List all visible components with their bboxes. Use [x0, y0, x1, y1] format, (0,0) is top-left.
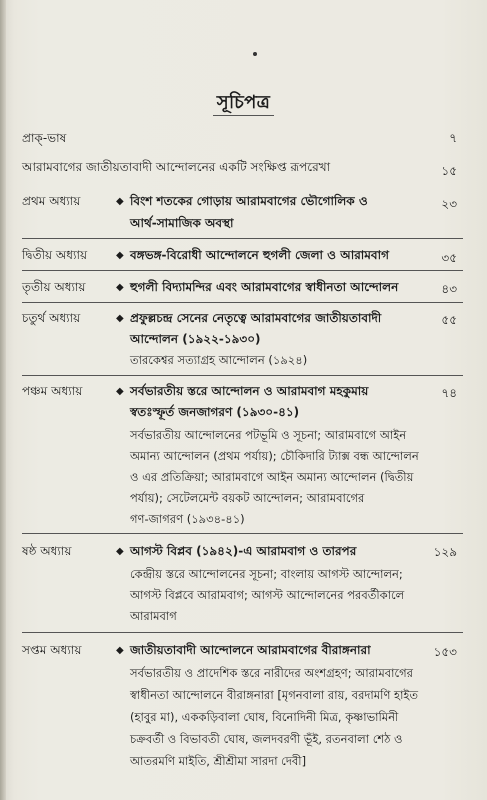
chapter-title: স্বতঃস্ফূর্ত জনজাগরণ (১৯৩০-৪১)	[130, 405, 300, 419]
chapter-title: প্রফুল্লচন্দ্র সেনের নেতৃত্বে আরামবাগের জাতীয়তাবাদী	[130, 311, 382, 325]
toc-page-number: ১৫৩	[433, 645, 457, 659]
diamond-bullet-icon: ◆	[116, 250, 124, 261]
diamond-bullet-icon: ◆	[116, 546, 124, 557]
toc-page-number: ৭৪	[441, 386, 457, 400]
chapter-subtopic: সর্বভারতীয় আন্দোলনের পটভূমি ও সূচনা; আরামবাগে আইন	[130, 428, 407, 442]
toc-page-number: ৪৩	[441, 282, 457, 296]
chapter-title: সর্বভারতীয় স্তরে আন্দোলন ও আরামবাগ মহকুমায়	[130, 384, 369, 398]
diamond-bullet-icon: ◆	[116, 282, 124, 293]
divider	[22, 375, 463, 376]
divider	[22, 302, 463, 303]
chapter-subtopic: পর্যায়); সেটেলমেন্ট বয়কট আন্দোলন; আরামবাগের	[130, 491, 365, 505]
divider	[22, 632, 463, 633]
toc-page-number: ২৩	[441, 197, 457, 211]
chapter-subtopic: সর্বভারতীয় ও প্রাদেশিক স্তরে নারীদের অংশগ্রহণ; আরামবাগের	[130, 666, 413, 680]
toc-page-number: ১২৯	[433, 545, 457, 559]
chapter-subtopic: আরামবাগ	[130, 609, 177, 623]
chapter-subtopic: গণ-জাগরণ (১৯৩৪-৪১)	[130, 512, 245, 526]
toc-label: প্রাক্-ভাষ	[22, 131, 67, 145]
divider	[22, 238, 463, 239]
chapter-subtopic: ও এর প্রতিক্রিয়া; আরামবাগে আইন অমান্য আন্দোলন (দ্বিতীয়	[130, 470, 414, 484]
chapter-label: সপ্তম অধ্যায়	[22, 643, 82, 657]
diamond-bullet-icon: ◆	[116, 386, 124, 397]
chapter-subtopic: অমান্য আন্দোলন (প্রথম পর্যায়); চৌকিদারি ট্যাক্স বন্ধ আন্দোলন	[130, 449, 419, 463]
page-title: সূচিপত্র	[0, 88, 487, 119]
chapter-subtopic: (হাবুর মা), এককড়িবালা ঘোষ, বিনোদিনী মিত্র, কৃষ্ণাভামিনী	[130, 710, 399, 724]
chapter-label: তৃতীয় অধ্যায়	[22, 280, 86, 294]
chapter-label: চতুর্থ অধ্যায়	[22, 311, 81, 325]
chapter-title: বঙ্গভঙ্গ-বিরোধী আন্দোলনে হুগলী জেলা ও আরামবাগ	[130, 248, 389, 262]
chapter-title: জাতীয়তাবাদী আন্দোলনে আরামবাগের বীরাঙ্গনারা	[130, 643, 371, 657]
diamond-bullet-icon: ◆	[116, 645, 124, 656]
chapter-subtopic: তারকেশ্বর সত্যাগ্রহ আন্দোলন (১৯২৪)	[130, 353, 308, 367]
chapter-title: বিংশ শতকের গোড়ায় আরামবাগের ভৌগোলিক ও	[130, 194, 368, 208]
toc-label: আরামবাগের জাতীয়তাবাদী আন্দোলনের একটি সংক্ষিপ্ত রূপরেখা	[22, 160, 331, 174]
diamond-bullet-icon: ◆	[116, 196, 124, 207]
chapter-title: আর্থ-সামাজিক অবস্থা	[130, 216, 234, 230]
chapter-label: প্রথম অধ্যায়	[22, 194, 81, 208]
toc-page-number: ১৫	[441, 164, 457, 178]
chapter-label: ষষ্ঠ অধ্যায়	[22, 544, 72, 558]
toc-page-number: ৭	[449, 131, 457, 145]
chapter-label: পঞ্চম অধ্যায়	[22, 384, 83, 398]
toc-page-number: ৫৫	[441, 313, 457, 327]
diamond-bullet-icon: ◆	[116, 313, 124, 324]
toc-page-number: ৩৫	[441, 251, 457, 265]
chapter-subtopic: স্বাধীনতা আন্দোলনে বীরাঙ্গনারা [মৃগনবালা রায়, বরদামণি হাইত	[130, 688, 419, 702]
chapter-title: আন্দোলন (১৯২২-১৯৩০)	[130, 332, 261, 346]
chapter-subtopic: চক্রবর্তী ও বিভাবতী ঘোষ, জলদবরণী ভূঁই, রতনবালা শেঠ ও	[130, 732, 403, 746]
divider	[22, 533, 463, 534]
chapter-subtopic: আগস্ট বিপ্লবে আরামবাগ; আগস্ট আন্দোলনের পরবর্তীকালে	[130, 588, 405, 602]
divider	[22, 270, 463, 271]
chapter-title: আগস্ট বিপ্লব (১৯৪২)-এ আরামবাগ ও তারপর	[130, 544, 357, 558]
chapter-title: হুগলী বিদ্যামন্দির এবং আরামবাগের স্বাধীনতা আন্দোলন	[130, 280, 399, 294]
chapter-subtopic: কেন্দ্রীয় স্তরে আন্দোলনের সূচনা; বাংলায় আগস্ট আন্দোলন;	[130, 567, 403, 581]
chapter-subtopic: আতরমণি মাইতি, শ্রীশ্রীমা সারদা দেবী]	[130, 754, 307, 768]
chapter-label: দ্বিতীয় অধ্যায়	[22, 248, 88, 262]
